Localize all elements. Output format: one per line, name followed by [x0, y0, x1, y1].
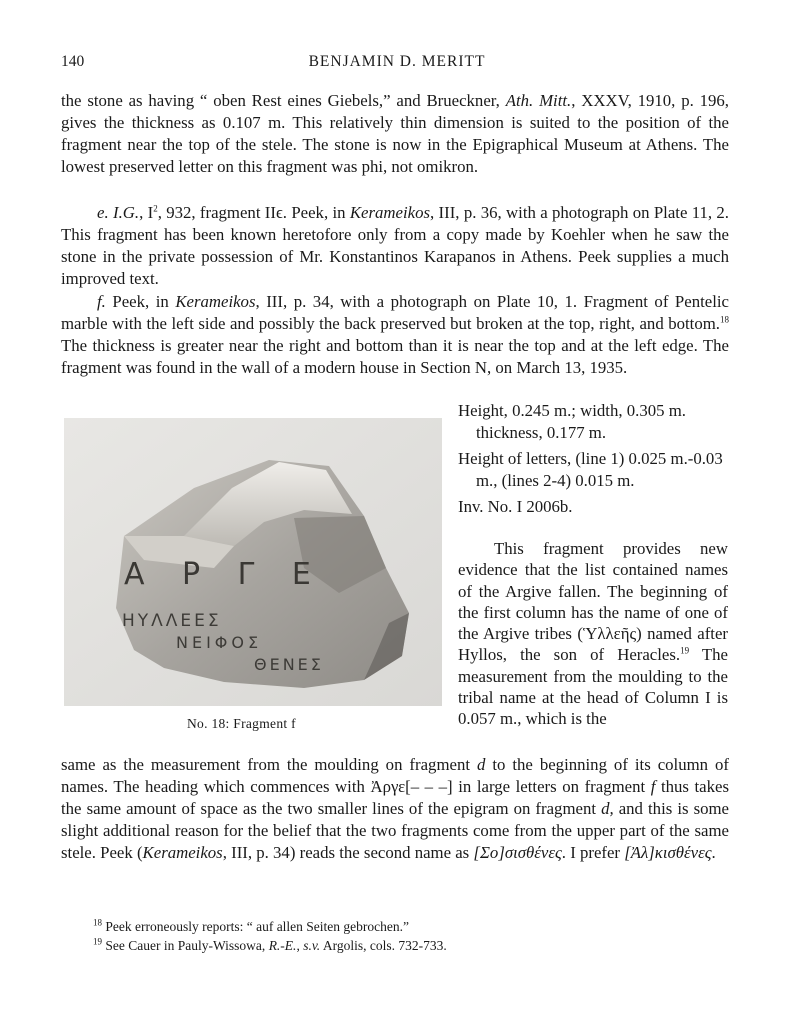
running-head: BENJAMIN D. MERITT — [308, 53, 486, 70]
measurements-block — [458, 400, 730, 518]
discussion-paragraph-start: This fragment provides new evidence that the list contained names of the Argive fallen. The beginning of the first column has the name of one of the Argive tribes (Ὑλλεῆς) named after Hyllos, the son of Heracles.$^{19}$ The measurement from the moulding to the tribal name at the head of Column I is 0.057 m., which is the — [458, 539, 729, 729]
page-number: 140 — [61, 53, 85, 70]
inscription-line-3: ΝΕΙΦΟΣ — [176, 633, 263, 652]
paragraph-fragment-f: f. Peek, in Kerameikos, III, p. 34, with a photograph on Plate 10, 1. Fragment of Pentelic marble with the left side and possibly the back preserved but broken at the top, right, and bottom.$^{18}$ The thickness is greater near the right and bottom than it is near the top and at the left edge. The fragment was found in the wall of a modern house in Section N, on March 13, 1935. — [61, 292, 729, 377]
figure-caption: No. 18: Fragment f — [187, 716, 296, 731]
stone-fragment-image — [64, 418, 442, 706]
footnote-19: $^{19}$ See Cauer in Pauly-Wissowa, R.-E., s.v. Argolis, cols. 732-733. — [93, 936, 447, 953]
inventory-number: Inv. No. I 2006b. — [458, 497, 573, 516]
paragraph-fragment-e: e. I.G., $I^2$, 932, fragment IIϵ. Peek, in Kerameikos, III, p. 36, with a photograph on Plate 11, 2. This fragment has been known heretofore only from a copy made by Koehler when he saw the stone in the private possession of Mr. Konstantinos Karapanos in Athens. Peek supplies a much improved text. — [61, 203, 729, 288]
paragraph-continuation: the stone as having “ oben Rest eines Giebels,” and Brueckner, Ath. Mitt., XXXV, 1910, p. 196, gives the thickness as 0.107 m. This relatively thin dimension is suited to the position of the fragment near the top of the stele. The stone is now in the Epigraphical Museum at Athens. The lowest preserved letter on this fragment was phi, not omikron. — [61, 91, 729, 176]
fragment-photograph — [64, 418, 442, 706]
page-header — [61, 53, 733, 75]
footnote-18: $^{18}$ Peek erroneously reports: “ auf allen Seiten gebrochen.” — [93, 917, 410, 934]
inscription-line-1: Α Ρ Γ Ε — [124, 557, 325, 592]
discussion-paragraph-continued: same as the measurement from the moulding on fragment d to the beginning of its column of names. The heading which commences with Ἀργε[– – –] in large letters on fragment f thus takes the same amount of space as the two smaller lines of the epigram on fragment d, and this is some slight additional reason for the belief that the two fragments come from the upper part of the same stele. Peek (Kerameikos, III, p. 34) reads the second name as [Σο]σισθένες. I prefer [Ἀλ]κισθένες. — [61, 755, 730, 862]
inscription-line-4: ΘΕΝΕΣ — [254, 655, 324, 674]
dimensions: Height, 0.245 m.; width, 0.305 m. thickness, 0.177 m. — [458, 401, 686, 442]
letter-heights: Height of letters, (line 1) 0.025 m.-0.03 m., (lines 2-4) 0.015 m. — [458, 449, 723, 490]
inscription-line-2: ΗΥΛΛΕΕΣ — [122, 611, 222, 631]
